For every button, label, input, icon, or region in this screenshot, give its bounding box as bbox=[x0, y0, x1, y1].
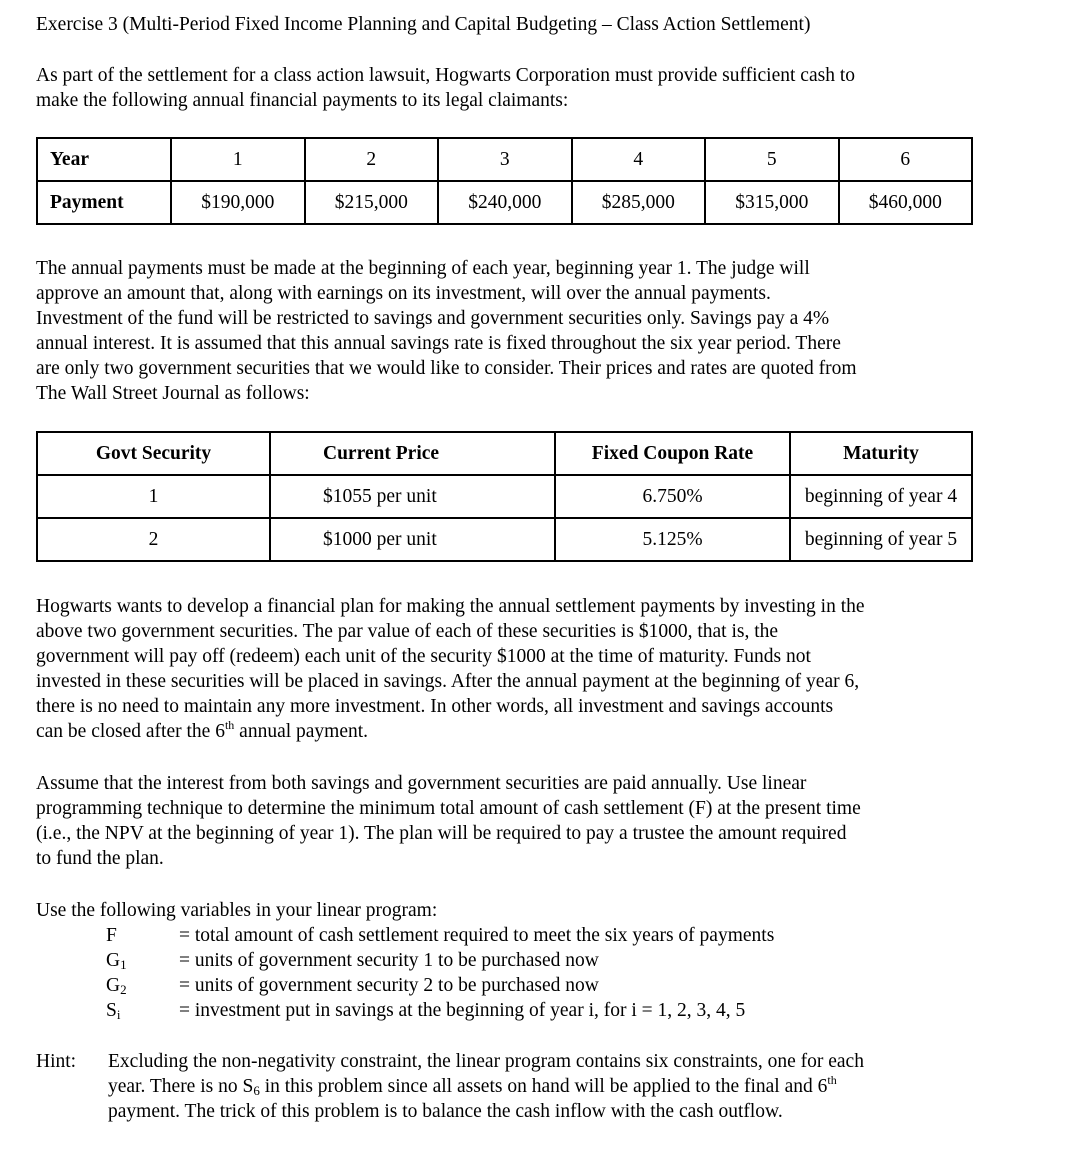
hint-body bbox=[108, 1049, 1038, 1124]
paragraph-line: (i.e., the NPV at the beginning of year 1). The plan will be required to pay a trustee the amount required bbox=[36, 823, 847, 844]
paragraph-line: invested in these securities will be placed in savings. After the annual payment at the beginning of year 6, bbox=[36, 671, 860, 692]
symbol-letter: F bbox=[106, 925, 117, 946]
text-fragment: annual payment. bbox=[234, 721, 369, 742]
text-fragment: can be closed after the 6 bbox=[36, 721, 225, 742]
hint-line bbox=[108, 1074, 1038, 1099]
financial-plan-paragraph bbox=[36, 594, 1036, 744]
year-row-header: Year bbox=[37, 138, 171, 181]
payment-cell: $460,000 bbox=[839, 181, 973, 224]
payments-table bbox=[36, 137, 973, 225]
intro-paragraph bbox=[36, 63, 1036, 113]
paragraph-line: Investment of the fund will be restricted to savings and government securities only. Savings pay a 4% bbox=[36, 308, 830, 329]
maturity-cell: beginning of year 5 bbox=[790, 518, 972, 561]
coupon-cell: 5.125% bbox=[555, 518, 790, 561]
intro-line: make the following annual financial payments to its legal claimants: bbox=[36, 90, 569, 111]
security-id-cell: 1 bbox=[37, 475, 270, 518]
paragraph-line: Hogwarts wants to develop a financial plan for making the annual settlement payments by investing in the bbox=[36, 596, 865, 617]
variable-symbol bbox=[106, 948, 127, 973]
year-cell: 5 bbox=[705, 138, 839, 181]
year-cell: 6 bbox=[839, 138, 973, 181]
variables-intro: Use the following variables in your linear program: bbox=[36, 900, 438, 921]
paragraph-line: The annual payments must be made at the beginning of each year, beginning year 1. The judge will bbox=[36, 258, 810, 279]
payment-cell: $285,000 bbox=[572, 181, 706, 224]
paragraph-line: annual interest. It is assumed that this annual savings rate is fixed throughout the six year period. There bbox=[36, 333, 841, 354]
hint-line: Excluding the non-negativity constraint, the linear program contains six constraints, one for each bbox=[108, 1051, 864, 1072]
year-cell: 2 bbox=[305, 138, 439, 181]
coupon-cell: 6.750% bbox=[555, 475, 790, 518]
table-row bbox=[37, 475, 972, 518]
symbol-subscript: 1 bbox=[120, 957, 127, 972]
paragraph-line: above two government securities. The par value of each of these securities is $1000, that is, the bbox=[36, 621, 779, 642]
column-header-govt-security: Govt Security bbox=[37, 432, 270, 475]
paragraph-line: government will pay off (redeem) each unit of the security $1000 at the time of maturity. Funds not bbox=[36, 646, 811, 667]
variable-symbol bbox=[106, 923, 117, 948]
securities-header-row bbox=[37, 432, 972, 475]
paragraph-line: are only two government securities that we would like to consider. Their prices and rates are quoted from bbox=[36, 358, 857, 379]
payments-rules-paragraph bbox=[36, 256, 1036, 406]
table-row bbox=[37, 518, 972, 561]
payments-amount-row bbox=[37, 181, 972, 224]
paragraph-line: there is no need to maintain any more investment. In other words, all investment and savings accounts bbox=[36, 696, 834, 717]
ordinal-suffix: th bbox=[224, 718, 235, 732]
variable-definition: = units of government security 1 to be purchased now bbox=[179, 950, 599, 971]
variable-definition: = units of government security 2 to be purchased now bbox=[179, 975, 599, 996]
payments-year-row bbox=[37, 138, 972, 181]
paragraph-line bbox=[36, 719, 1036, 744]
exercise-title: Exercise 3 (Multi-Period Fixed Income Planning and Capital Budgeting – Class Action Settlement) bbox=[36, 14, 811, 35]
year-cell: 4 bbox=[572, 138, 706, 181]
intro-line: As part of the settlement for a class action lawsuit, Hogwarts Corporation must provide sufficient cash to bbox=[36, 65, 855, 86]
subscript: 6 bbox=[253, 1083, 260, 1098]
symbol-subscript: 2 bbox=[120, 982, 127, 997]
price-cell: $1055 per unit bbox=[270, 475, 555, 518]
symbol-subscript: i bbox=[116, 1007, 121, 1022]
symbol-letter: S bbox=[106, 1000, 117, 1021]
column-header-coupon-rate: Fixed Coupon Rate bbox=[555, 432, 790, 475]
variable-definition: = investment put in savings at the beginning of year i, for i = 1, 2, 3, 4, 5 bbox=[179, 1000, 746, 1021]
column-header-maturity: Maturity bbox=[790, 432, 972, 475]
hint-line: payment. The trick of this problem is to balance the cash inflow with the cash outflow. bbox=[108, 1101, 783, 1122]
paragraph-line: to fund the plan. bbox=[36, 848, 164, 869]
text-fragment: year. There is no S bbox=[108, 1076, 254, 1097]
ordinal-suffix: th bbox=[827, 1073, 837, 1087]
paragraph-line: The Wall Street Journal as follows: bbox=[36, 383, 310, 404]
securities-table bbox=[36, 431, 973, 562]
variable-symbol bbox=[106, 998, 120, 1023]
text-fragment: in this problem since all assets on hand will be applied to the final and 6 bbox=[259, 1076, 828, 1097]
paragraph-line: Assume that the interest from both savings and government securities are paid annually. Use linear bbox=[36, 773, 807, 794]
maturity-cell: beginning of year 4 bbox=[790, 475, 972, 518]
security-id-cell: 2 bbox=[37, 518, 270, 561]
paragraph-line: programming technique to determine the minimum total amount of cash settlement (F) at the present time bbox=[36, 798, 861, 819]
column-header-current-price: Current Price bbox=[270, 432, 555, 475]
year-cell: 1 bbox=[171, 138, 305, 181]
payment-cell: $240,000 bbox=[438, 181, 572, 224]
payment-row-header: Payment bbox=[37, 181, 171, 224]
year-cell: 3 bbox=[438, 138, 572, 181]
symbol-letter: G bbox=[106, 950, 121, 971]
paragraph-line: approve an amount that, along with earnings on its investment, will over the annual payments. bbox=[36, 283, 771, 304]
assumptions-paragraph bbox=[36, 771, 1036, 871]
hint-label: Hint: bbox=[36, 1051, 77, 1072]
variable-symbol bbox=[106, 973, 127, 998]
symbol-letter: G bbox=[106, 975, 121, 996]
payment-cell: $315,000 bbox=[705, 181, 839, 224]
payment-cell: $215,000 bbox=[305, 181, 439, 224]
price-cell: $1000 per unit bbox=[270, 518, 555, 561]
payment-cell: $190,000 bbox=[171, 181, 305, 224]
variable-definition: = total amount of cash settlement required to meet the six years of payments bbox=[179, 925, 775, 946]
